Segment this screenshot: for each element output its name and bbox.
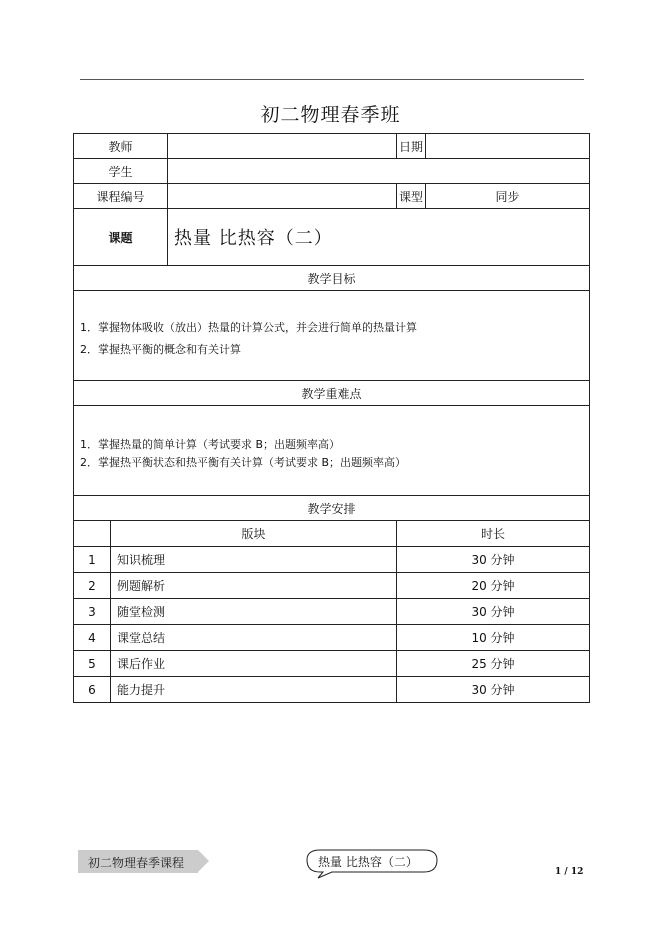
schedule-no: 4 xyxy=(74,625,111,651)
key-points-row xyxy=(74,406,590,496)
teacher-row xyxy=(74,134,590,159)
schedule-duration-header: 时长 xyxy=(397,521,590,547)
schedule-duration: 20 分钟 xyxy=(397,573,590,599)
schedule-module-header: 版块 xyxy=(111,521,397,547)
schedule-no-header xyxy=(74,521,111,547)
topic-row xyxy=(74,209,590,266)
student-field[interactable] xyxy=(168,159,590,184)
schedule-no: 5 xyxy=(74,651,111,677)
topic-value: 热量 比热容（二） xyxy=(168,209,590,266)
student-label: 学生 xyxy=(74,159,168,184)
schedule-duration: 30 分钟 xyxy=(397,677,590,703)
schedule-heading: 教学安排 xyxy=(74,496,590,521)
objectives-list xyxy=(74,291,590,381)
teacher-field[interactable] xyxy=(168,134,397,159)
schedule-module: 课堂总结 xyxy=(111,625,397,651)
objectives-heading: 教学目标 xyxy=(74,266,590,291)
student-row xyxy=(74,159,590,184)
page-number: 1 / 12 xyxy=(555,867,584,877)
course-row xyxy=(74,184,590,209)
key-points-heading-row xyxy=(74,381,590,406)
footer-tag-arrow-icon xyxy=(198,850,209,872)
objectives-heading-row xyxy=(74,266,590,291)
schedule-module: 课后作业 xyxy=(111,651,397,677)
date-field[interactable] xyxy=(426,134,590,159)
schedule-module: 知识梳理 xyxy=(111,547,397,573)
schedule-no: 1 xyxy=(74,547,111,573)
schedule-no: 2 xyxy=(74,573,111,599)
schedule-heading-row xyxy=(74,496,590,521)
objective-item: 1．掌握物体吸收（放出）热量的计算公式，并会进行简单的热量计算 xyxy=(80,320,417,334)
course-type-value: 同步 xyxy=(426,184,590,209)
schedule-no: 3 xyxy=(74,599,111,625)
key-points-heading: 教学重难点 xyxy=(74,381,590,406)
footer-course-tag xyxy=(78,850,209,873)
table-row xyxy=(74,677,590,703)
table-row xyxy=(74,573,590,599)
schedule-module: 随堂检测 xyxy=(111,599,397,625)
key-point-item: 2．掌握热平衡状态和热平衡有关计算（考试要求 B；出题频率高） xyxy=(80,455,407,469)
key-points-list xyxy=(74,406,590,496)
table-row xyxy=(74,599,590,625)
course-type-label: 课型 xyxy=(397,184,426,209)
date-label: 日期 xyxy=(397,134,426,159)
footer-course-label: 初二物理春季课程 xyxy=(88,856,185,870)
table-row xyxy=(74,651,590,677)
table-row xyxy=(74,625,590,651)
footer-topic-label: 热量 比热容（二） xyxy=(318,855,418,869)
objectives-row xyxy=(74,291,590,381)
lesson-plan-table xyxy=(73,133,590,703)
schedule-duration: 30 分钟 xyxy=(397,547,590,573)
objective-item: 2．掌握热平衡的概念和有关计算 xyxy=(80,342,241,356)
schedule-module: 能力提升 xyxy=(111,677,397,703)
footer-topic-bubble xyxy=(306,849,438,876)
schedule-no: 6 xyxy=(74,677,111,703)
header-rule xyxy=(80,79,584,80)
teacher-label: 教师 xyxy=(74,134,168,159)
table-row xyxy=(74,547,590,573)
topic-label: 课题 xyxy=(74,209,168,266)
course-no-label: 课程编号 xyxy=(74,184,168,209)
schedule-duration: 30 分钟 xyxy=(397,599,590,625)
schedule-header-row xyxy=(74,521,590,547)
key-point-item: 1．掌握热量的简单计算（考试要求 B；出题频率高） xyxy=(80,437,341,451)
course-no-field[interactable] xyxy=(168,184,397,209)
schedule-module: 例题解析 xyxy=(111,573,397,599)
schedule-duration: 10 分钟 xyxy=(397,625,590,651)
page-title: 初二物理春季班 xyxy=(260,104,401,126)
schedule-duration: 25 分钟 xyxy=(397,651,590,677)
